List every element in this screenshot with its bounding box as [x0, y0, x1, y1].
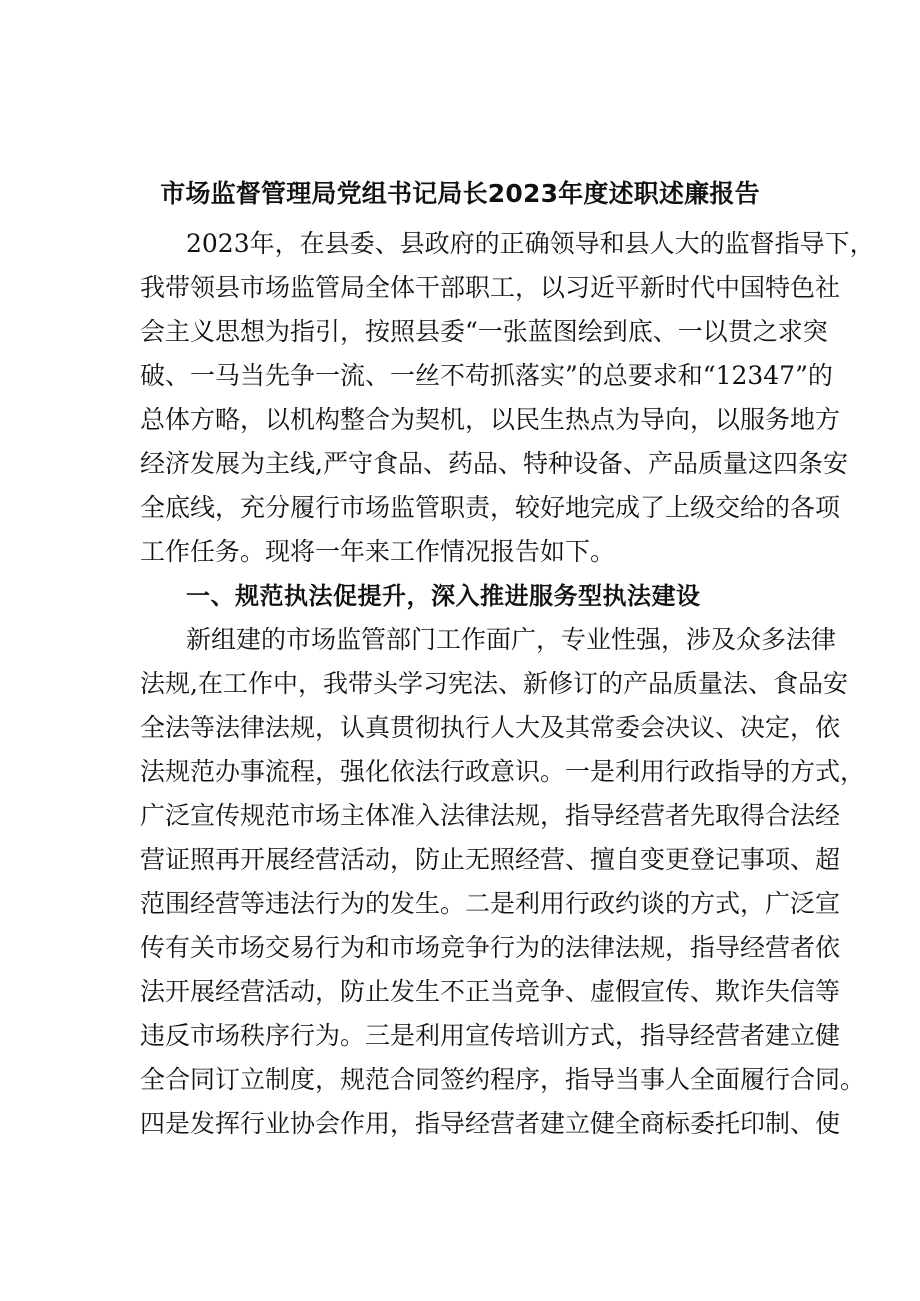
paragraph-line: 四是发挥行业协会作用，指导经营者建立健全商标委托印制、使 — [140, 1109, 841, 1138]
paragraph-line: 法规,在工作中，我带头学习宪法、新修订的产品质量法、食品安 — [140, 669, 848, 698]
paragraph-line: 全合同订立制度，规范合同签约程序，指导当事人全面履行合同。 — [140, 1065, 866, 1094]
paragraph-line: 全底线，充分履行市场监管职责，较好地完成了上级交给的各项 — [140, 493, 841, 522]
paragraph-line: 新组建的市场监管部门工作面广，专业性强，涉及众多法律 — [186, 625, 837, 654]
document-title: 市场监督管理局党组书记局长2023年度述职述廉报告 — [160, 179, 760, 208]
paragraph-line: 会主义思想为指引，按照县委“一张蓝图绘到底、一以贯之求突 — [140, 317, 828, 346]
paragraph-line: 破、一马当先争一流、一丝不苟抓落实”的总要求和“12347”的 — [140, 361, 833, 390]
paragraph-line: 法开展经营活动，防止发生不正当竞争、虚假宣传、欺诈失信等 — [140, 977, 841, 1006]
paragraph-line: 2023年，在县委、县政府的正确领导和县人大的监督指导下， — [186, 229, 875, 258]
paragraph-line: 总体方略，以机构整合为契机，以民生热点为导向，以服务地方 — [140, 405, 841, 434]
paragraph-line: 全法等法律法规，认真贯彻执行人大及其常委会决议、决定，依 — [140, 713, 841, 742]
paragraph-line: 广泛宣传规范市场主体准入法律法规，指导经营者先取得合法经 — [140, 801, 841, 830]
paragraph-line: 营证照再开展经营活动，防止无照经营、擅自变更登记事项、超 — [140, 845, 841, 874]
paragraph-line: 范围经营等违法行为的发生。二是利用行政约谈的方式，广泛宣 — [140, 889, 841, 918]
section-heading: 一、规范执法促提升，深入推进服务型执法建设 — [186, 582, 701, 610]
paragraph-line: 工作任务。现将一年来工作情况报告如下。 — [140, 537, 616, 566]
paragraph-line: 违反市场秩序行为。三是利用宣传培训方式，指导经营者建立健 — [140, 1021, 841, 1050]
paragraph-line: 我带领县市场监管局全体干部职工，以习近平新时代中国特色社 — [140, 273, 841, 302]
paragraph-line: 法规范办事流程，强化依法行政意识。一是利用行政指导的方式， — [140, 757, 866, 786]
paragraph-line: 经济发展为主线,严守食品、药品、特种设备、产品质量这四条安 — [140, 449, 848, 478]
paragraph-line: 传有关市场交易行为和市场竞争行为的法律法规，指导经营者依 — [140, 933, 841, 962]
